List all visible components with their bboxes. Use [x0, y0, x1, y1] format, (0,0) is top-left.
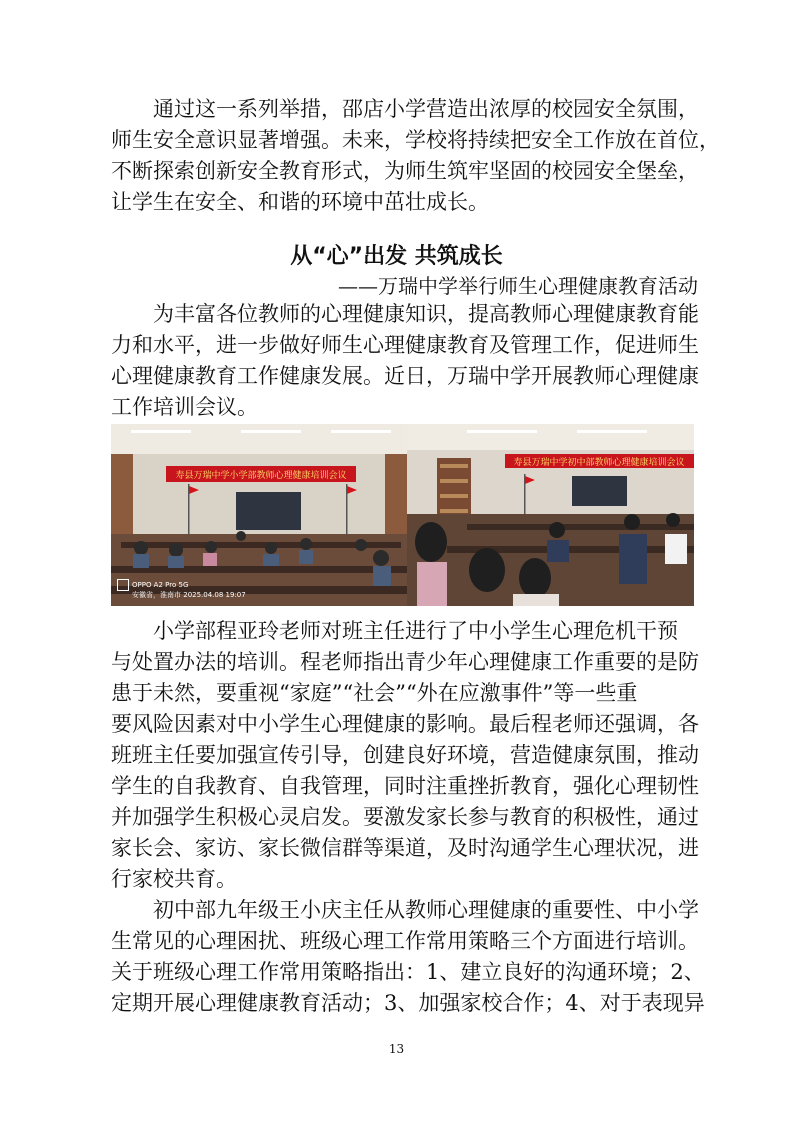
- text-line: 患于未然，要重视“家庭”“社会”“外在应激事件”等一些重: [111, 681, 638, 705]
- watermark-location: 安徽省，淮南市: [132, 591, 181, 599]
- text-line: 不断探索创新安全教育形式，为师生筑牢坚固的校园安全堡垒，: [111, 159, 699, 183]
- text-line: 初中部九年级王小庆主任从教师心理健康的重要性、中小学: [111, 898, 699, 922]
- article-title: 从“心”出发 共筑成长: [290, 244, 503, 269]
- text-line: 家长会、家访、家长微信群等渠道，及时沟通学生心理状况，进: [111, 836, 699, 860]
- text-line: 为丰富各位教师的心理健康知识，提高教师心理健康教育能: [111, 302, 699, 326]
- text-line: 行家校共育。: [111, 867, 237, 891]
- text-line: 心理健康教育工作健康发展。近日，万瑞中学开展教师心理健康: [111, 364, 699, 388]
- text-line: 工作培训会议。: [111, 395, 258, 419]
- watermark-device: OPPO A2 Pro 5G: [132, 581, 189, 589]
- text-line: 通过这一系列举措，邵店小学营造出浓厚的校园安全氛围，: [111, 97, 699, 121]
- text-line: 定期开展心理健康教育活动；3、加强家校合作；4、对于表现异: [111, 991, 705, 1015]
- text-line: 学生的自我教育、自我管理，同时注重挫折教育，强化心理韧性: [111, 774, 699, 798]
- text-line: 力和水平，进一步做好师生心理健康教育及管理工作，促进师生: [111, 333, 699, 357]
- text-line: 生常见的心理困扰、班级心理工作常用策略三个方面进行培训。: [111, 929, 699, 953]
- text-line: 让学生在安全、和谐的环境中茁壮成长。: [111, 190, 489, 214]
- watermark-time: 2025.04.08 19:07: [183, 591, 246, 599]
- text-line: 要风险因素对中小学生心理健康的影响。最后程老师还强调，各: [111, 712, 699, 736]
- page-number: 13: [388, 1042, 405, 1056]
- meeting-photo-right: [407, 424, 694, 606]
- text-line: 与处置办法的培训。程老师指出青少年心理健康工作重要的是防: [111, 650, 699, 674]
- text-line: 班班主任要加强宣传引导，创建良好环境，营造健康氛围，推动: [111, 743, 699, 767]
- text-line: 并加强学生积极心灵启发。要激发家长参与教育的积极性，通过: [111, 805, 699, 829]
- camera-logo-icon: [117, 579, 129, 591]
- article-subtitle: ——万瑞中学举行师生心理健康教育活动: [338, 274, 698, 298]
- text-line: 师生安全意识显著增强。未来，学校将持续把安全工作放在首位，: [111, 128, 720, 152]
- meeting-photo-left: [111, 424, 407, 606]
- banner-right-text: 寿县万瑞中学初中部教师心理健康培训会议: [513, 458, 685, 468]
- banner-left-text: 寿县万瑞中学小学部教师心理健康培训会议: [175, 471, 347, 481]
- photo-watermark: [117, 579, 246, 600]
- text-line: 关于班级心理工作常用策略指出：1、建立良好的沟通环境；2、: [111, 960, 705, 984]
- text-line: 小学部程亚玲老师对班主任进行了中小学生心理危机干预: [111, 619, 678, 643]
